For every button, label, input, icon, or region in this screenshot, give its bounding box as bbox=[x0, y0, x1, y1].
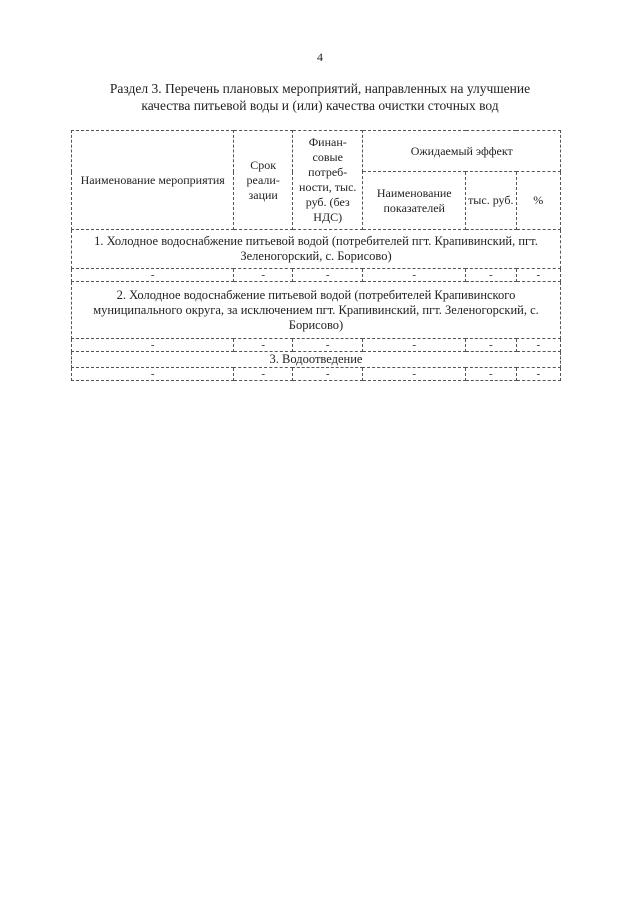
header-indicator-name: Наименование показателей bbox=[363, 172, 466, 230]
table-row bbox=[72, 269, 561, 282]
table-cell: - bbox=[234, 368, 293, 381]
page-number: 4 bbox=[317, 50, 323, 64]
section-title bbox=[70, 80, 570, 114]
header-expected-effect: Ожидаемый эффект bbox=[363, 131, 561, 172]
section-row-cold-water-1 bbox=[72, 230, 561, 269]
section-title-line-2: качества питьевой воды и (или) качества очистки сточных вод bbox=[141, 98, 499, 113]
table-cell: - bbox=[72, 269, 234, 282]
table-cell: - bbox=[466, 368, 517, 381]
table-cell: - bbox=[72, 368, 234, 381]
section-row-drainage bbox=[72, 352, 561, 368]
header-percent: % bbox=[516, 172, 560, 230]
table-cell: - bbox=[292, 339, 362, 352]
measures-table bbox=[71, 130, 561, 381]
header-term: Срок реали- зации bbox=[234, 131, 293, 230]
table-row bbox=[72, 339, 561, 352]
section-row-cold-water-2 bbox=[72, 282, 561, 339]
table-cell: - bbox=[363, 339, 466, 352]
table-cell: - bbox=[234, 339, 293, 352]
section-title-line-1: Раздел 3. Перечень плановых мероприятий, направленных на улучшение bbox=[109, 81, 531, 96]
table-row bbox=[72, 368, 561, 381]
table-cell: - bbox=[516, 269, 560, 282]
table-cell: - bbox=[234, 269, 293, 282]
section-title-cell: 2. Холодное водоснабжение питьевой водой (потребителей Крапивинского муниципального округа, за исключением пгт. Крапивинский, пгт. Зеленогорский, с. Борисово) bbox=[72, 282, 561, 339]
table-cell: - bbox=[72, 339, 234, 352]
table-cell: - bbox=[292, 368, 362, 381]
table-cell: - bbox=[466, 269, 517, 282]
section-title-cell: 3. Водоотведение bbox=[72, 352, 561, 368]
header-measure-name: Наименование мероприятия bbox=[72, 131, 234, 230]
table-cell: - bbox=[516, 339, 560, 352]
table-cell: - bbox=[466, 339, 517, 352]
header-thousand-rub: тыс. руб. bbox=[466, 172, 517, 230]
table-cell: - bbox=[363, 269, 466, 282]
table-cell: - bbox=[292, 269, 362, 282]
table-cell: - bbox=[363, 368, 466, 381]
header-financial-needs: Финан- совые потреб- ности, тыс. руб. (без НДС) bbox=[292, 131, 362, 230]
table-header-row bbox=[72, 131, 561, 172]
table-cell: - bbox=[516, 368, 560, 381]
section-title-cell: 1. Холодное водоснабжение питьевой водой (потребителей пгт. Крапивинский, пгт. Зеленогорский, с. Борисово) bbox=[72, 230, 561, 269]
